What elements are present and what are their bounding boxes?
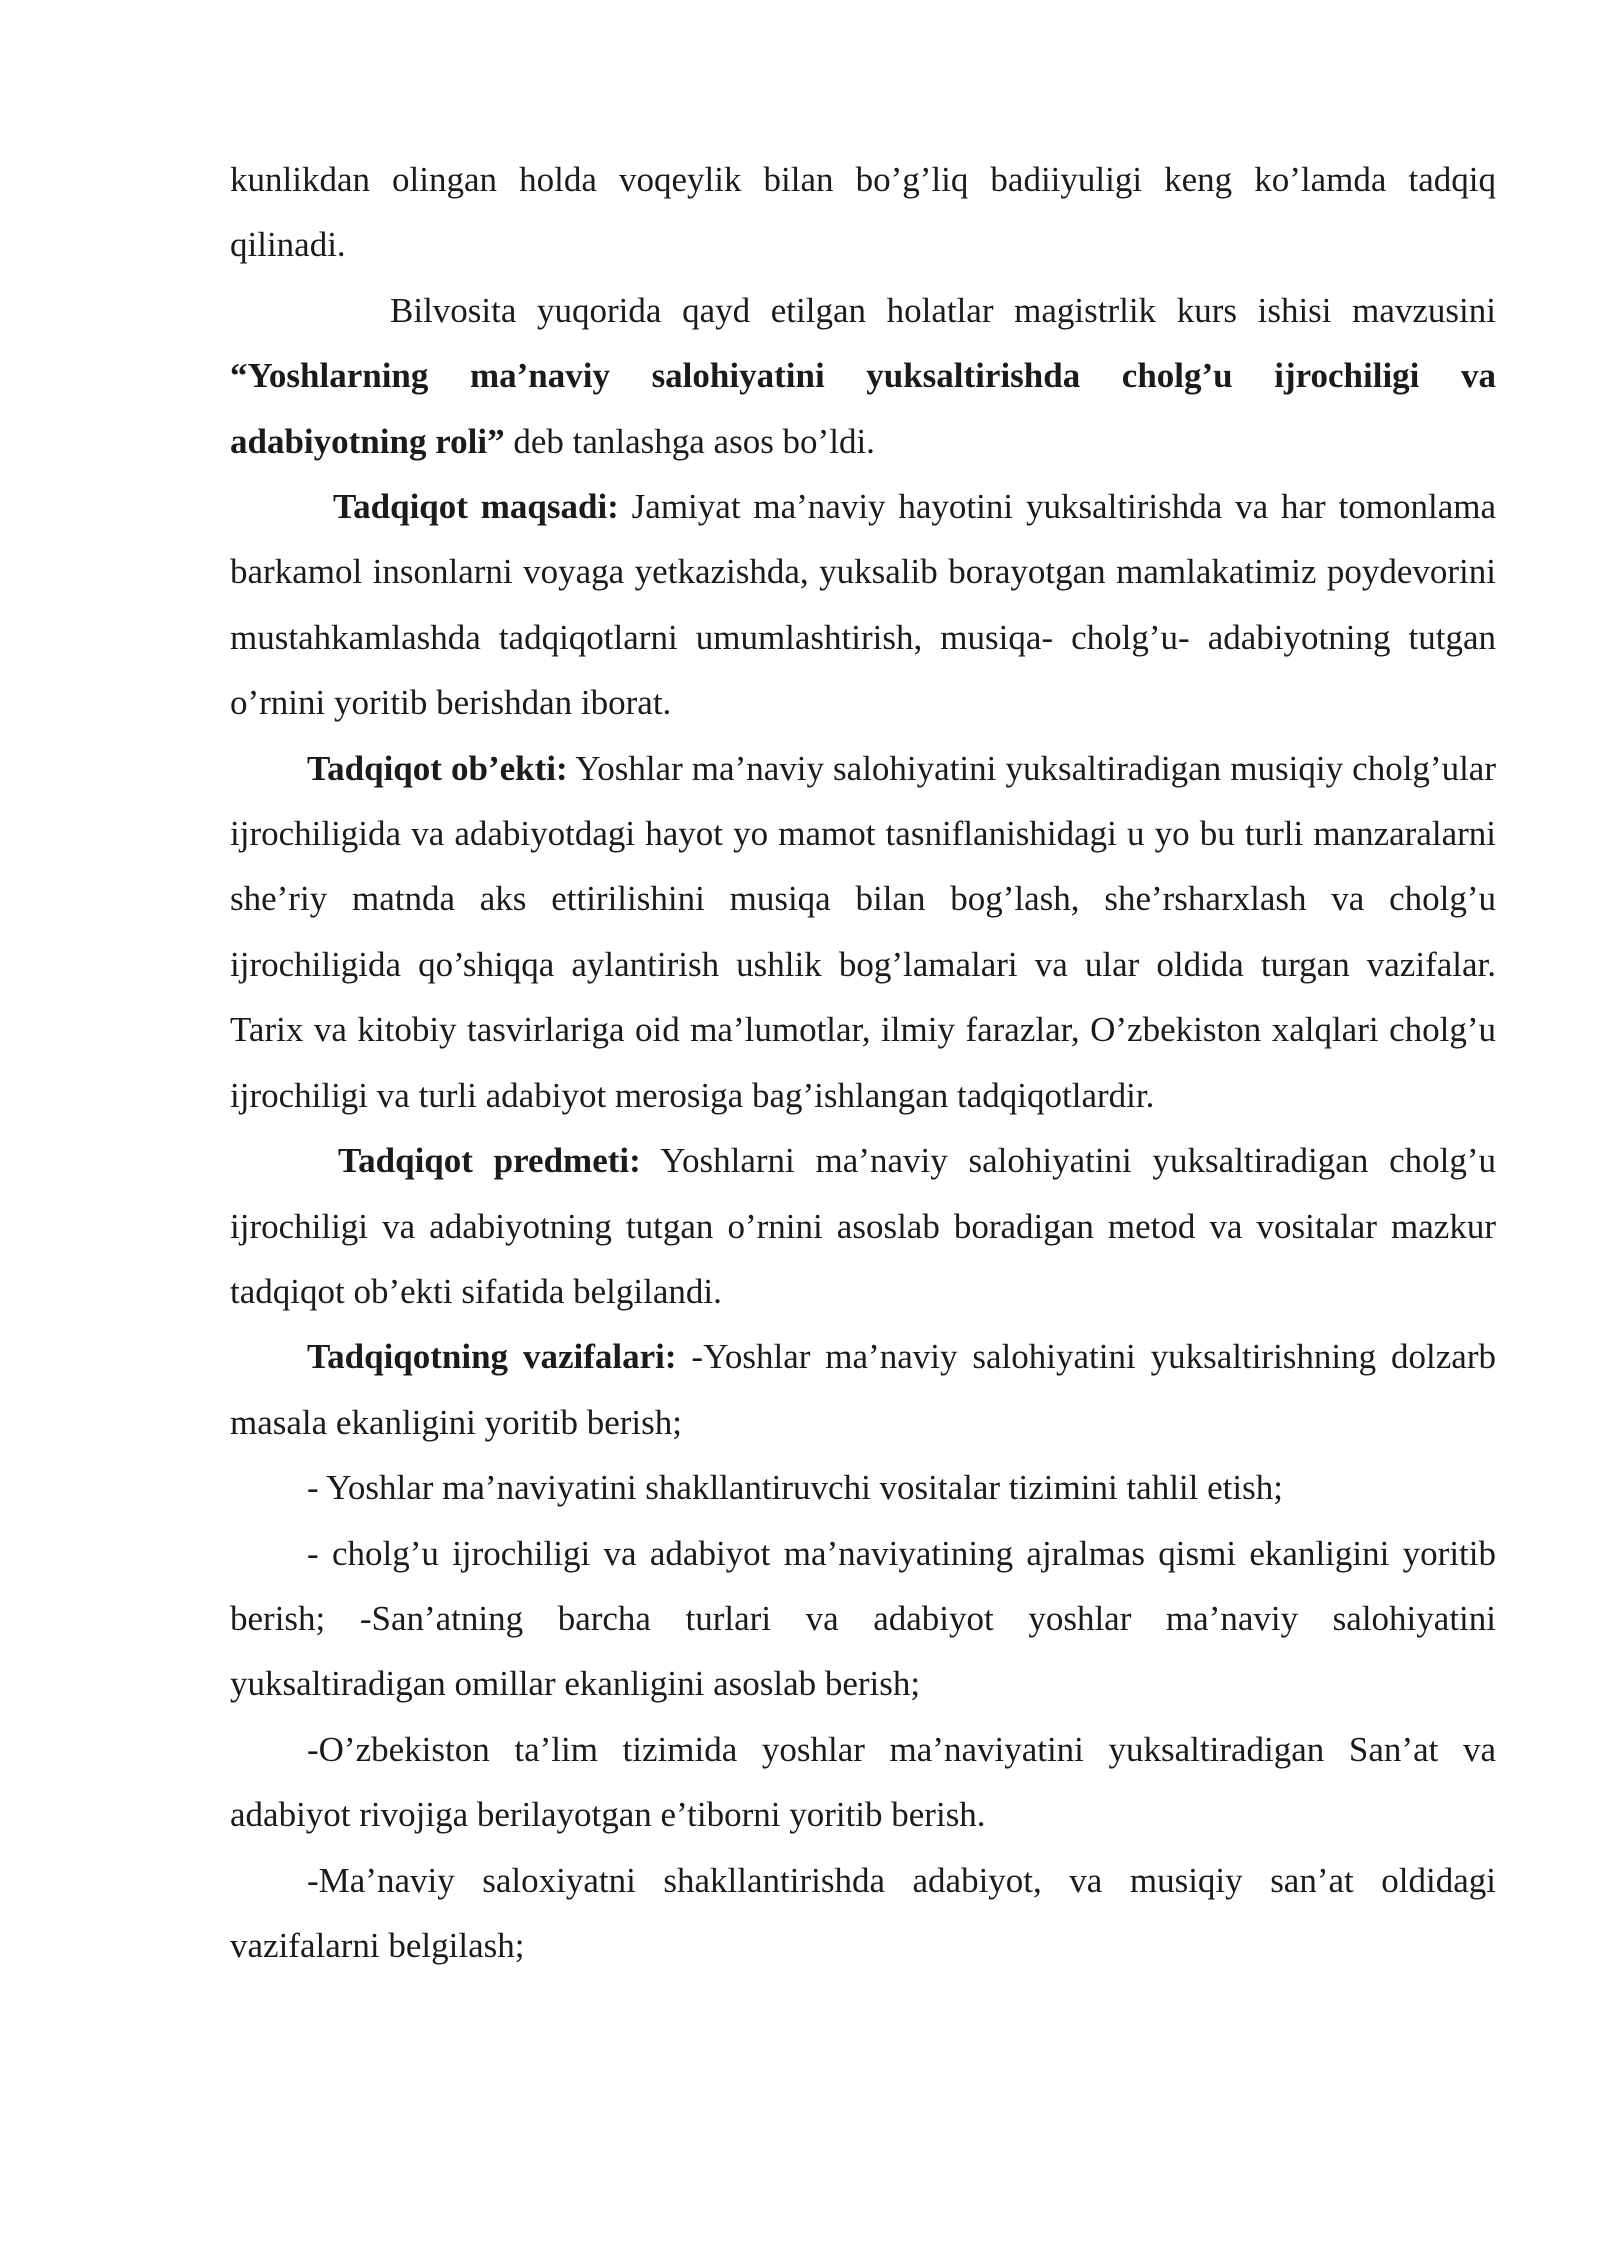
paragraph-continuation: kunlikdan olingan holda voqeylik bilan bo’g’liq badiiyuligi keng ko’lamda tadqiq qilinadi.: [230, 160, 1496, 265]
research-object-label: Tadqiqot ob’ekti:: [307, 748, 568, 788]
research-subject-text: Yoshlarni ma’naviy salohiyatini yuksaltiradigan cholg’u ijrochiligi va adabiyotning tutgan o’rnini asoslab boradigan metod va vositalar mazkur tadqiqot ob’ekti sifatida belgilandi.: [230, 1141, 1496, 1311]
research-tasks-text: -Yoshlar ma’naviy salohiyatini yuksaltirishning dolzarb masala ekanligini yoritib berish;: [230, 1337, 1496, 1442]
thesis-title: “Yoshlarning ma’naviy salohiyatini yuksaltirishda cholg’u ijrochiligi va adabiyotning roli”: [230, 356, 1496, 461]
research-goal-text: Jamiyat ma’naviy hayotini yuksaltirishda va har tomonlama barkamol insonlarni voyaga yetkazishda, yuksalib borayotgan mamlakatimiz poydevorini mustahkamlashda tadqiqotlarni umumlashtirish, musiqa- cholg’u- adabiyotning tutgan o’rnini yoritib berishdan iborat.: [230, 487, 1497, 723]
research-subject-label: Tadqiqot predmeti:: [338, 1141, 641, 1181]
task-item: -Ma’naviy saloxiyatni shakllantirishda adabiyot, va musiqiy san’at oldidagi vazifalarni belgilash;: [230, 1860, 1496, 1965]
task-item: -O’zbekiston ta’lim tizimida yoshlar ma’naviyatini yuksaltiradigan San’at va adabiyot rivojiga berilayotgan e’tiborni yoritib berish.: [230, 1729, 1496, 1835]
document-page: [230, 147, 1496, 1978]
paragraph-research-subject: [230, 1128, 1496, 1324]
paragraph-research-object: [230, 736, 1496, 1128]
topic-rationale-text-end: deb tanlashga asos bo’ldi.: [504, 421, 875, 461]
research-object-text: Yoshlar ma’naviy salohiyatini yuksaltiradigan musiqiy cholg’ular ijrochiligida va adabiyotdagi hayot yo mamot tasniflanishidagi u yo bu turli manzaralarni she’riy matnda aks ettirilishini musiqa bilan bog’lash, she’rsharxlash va cholg’u ijrochiligida qo’shiqqa aylantirish ushlik bog’lamalari va ular oldida turgan vazifalar. Tarix va kitobiy tasvirlariga oid ma’lumotlar, ilmiy farazlar, O’zbekiston xalqlari cholg’u ijrochiligi va turli adabiyot merosiga bag’ishlangan tadqiqotlardir.: [230, 748, 1496, 1115]
paragraph-research-goal: [230, 474, 1496, 736]
research-goal-label: Tadqiqot maqsadi:: [333, 487, 619, 527]
task-item: - cholg’u ijrochiligi va adabiyot ma’naviyatining ajralmas qismi ekanligini yoritib berish; -San’atning barcha turlari va adabiyot yoshlar ma’naviy salohiyatini yuksaltiradigan omillar ekanligini asoslab berish;: [230, 1533, 1496, 1704]
topic-rationale-text: Bilvosita yuqorida qayd etilgan holatlar magistrlik kurs ishisi mavzusini: [390, 290, 1496, 330]
task-item: - Yoshlar ma’naviyatini shakllantiruvchi vositalar tizimini tahlil etish;: [307, 1468, 1283, 1508]
paragraph-topic-rationale: [230, 278, 1496, 474]
research-tasks-label: Tadqiqotning vazifalari:: [307, 1337, 677, 1377]
paragraph-research-tasks: [230, 1324, 1496, 1455]
